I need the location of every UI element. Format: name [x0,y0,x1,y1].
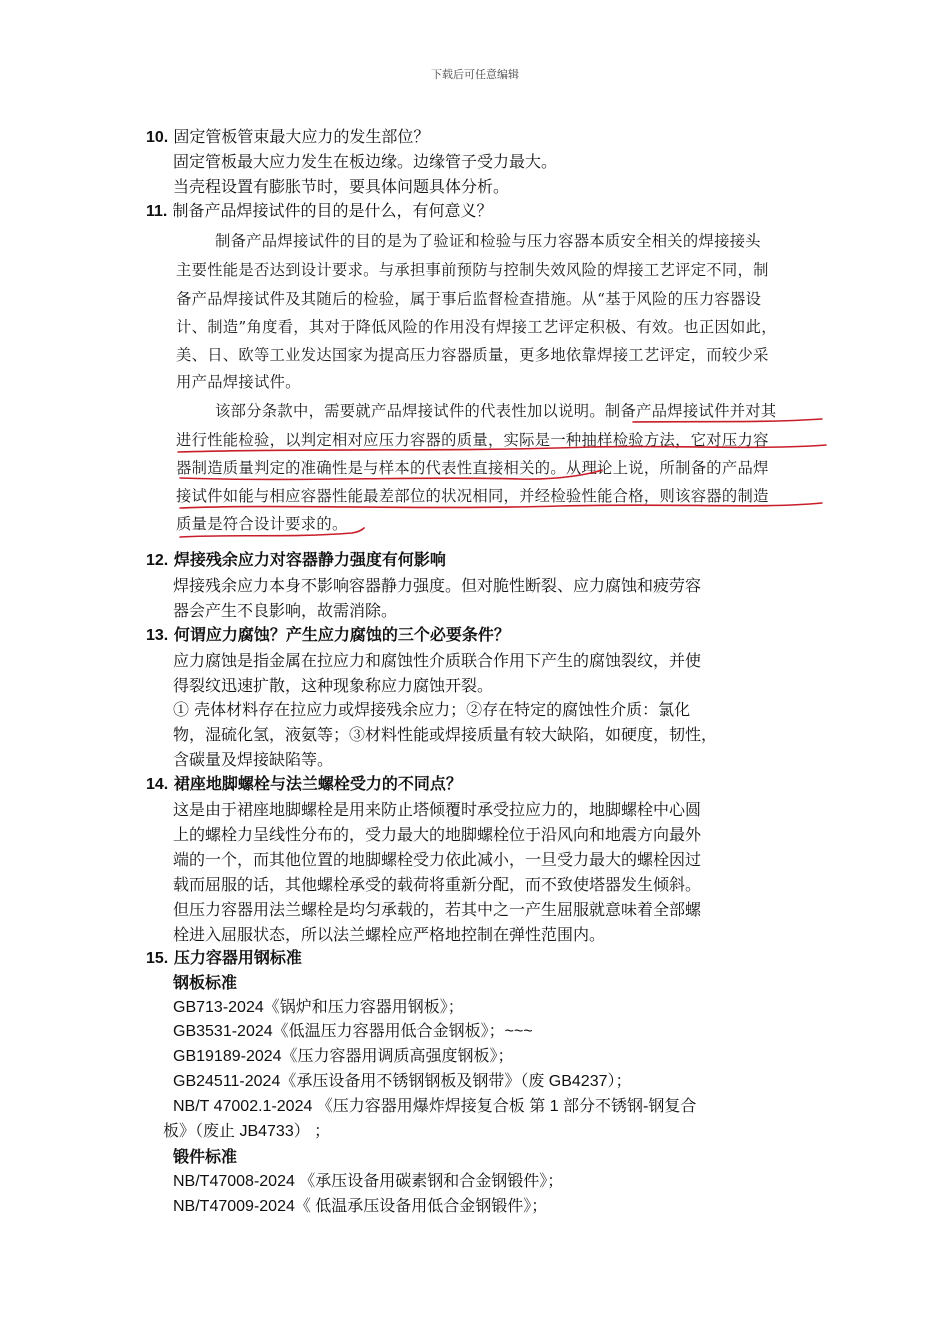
answer-line: 端的一个，而其他位置的地脚螺栓受力依此减小，一旦受力最大的螺栓因过 [173,850,702,869]
scan-line: 接试件如能与相应容器性能最差部位的状况相同，并经检验性能合格，则该容器的制造 [176,487,769,505]
standard-item: NB/T47009-2024《 低温承压设备用低合金钢锻件》； [173,1198,548,1215]
answer-line: 栓进入屈服状态，所以法兰螺栓应严格地控制在弹性范围内。 [173,925,606,944]
standard-item: 板》（废止 JB4733） ； [163,1123,331,1140]
scan-line: 用产品焊接试件。 [176,373,301,391]
question-10 [146,125,429,150]
question-number: 10. [146,129,169,146]
question-title: 固定管板管束最大应力的发生部位？ [173,127,430,146]
standard-item: GB24511-2024《承压设备用不锈钢钢板及钢带》（废 GB4237）； [173,1073,632,1090]
standard-item: NB/T 47002.1-2024 《压力容器用爆炸焊接复合板 第 1 部分不锈钢-钢复合 [173,1098,697,1115]
standard-item: GB19189-2024《压力容器用调质高强度钢板》； [173,1048,514,1065]
answer-line: 得裂纹迅速扩散，这种现象称应力腐蚀开裂。 [173,676,494,695]
answer-line: 物，湿硫化氢，液氨等；③材料性能或焊接质量有较大缺陷，如硬度，韧性， [173,725,718,744]
standard-item: NB/T47008-2024 《承压设备用碳素钢和合金钢锻件》； [173,1173,564,1190]
standard-item: GB3531-2024《低温压力容器用低合金钢板》；~~~ [173,1023,533,1040]
question-title: 制备产品焊接试件的目的是什么，有何意义？ [172,201,493,220]
question-14 [146,772,462,797]
answer-line: 焊接残余应力本身不影响容器静力强度。但对脆性断裂、应力腐蚀和疲劳容 [173,576,702,595]
question-number: 15. [146,950,169,967]
answer-line: 上的螺栓力呈线性分布的，受力最大的地脚螺栓位于沿风向和地震方向最外 [173,825,702,844]
answer-line: 载而屈服的话，其他螺栓承受的载荷将重新分配，而不致使塔器发生倾斜。 [173,875,702,894]
question-title: 焊接残余应力对容器静力强度有何影响 [173,550,446,569]
answer-line: ① 壳体材料存在拉应力或焊接残余应力；②存在特定的腐蚀性介质：氯化 [173,700,691,719]
question-number: 12. [146,552,169,569]
question-13 [146,623,510,648]
scan-line: 进行性能检验，以判定相对应压力容器的质量，实际是一种抽样检验方法，它对压力容 [176,431,769,449]
standard-item: GB713-2024《锅炉和压力容器用钢板》； [173,999,464,1016]
subheading-plate: 钢板标准 [173,973,238,992]
question-15 [146,946,302,971]
answer-line: 应力腐蚀是指金属在拉应力和腐蚀性介质联合作用下产生的腐蚀裂纹，并使 [173,651,702,670]
scan-line: 制备产品焊接试件的目的是为了验证和检验与压力容器本质安全相关的焊接接头 [215,232,761,250]
answer-line: 含碳量及焊接缺陷等。 [173,750,334,769]
question-number: 13. [146,627,169,644]
question-title: 何谓应力腐蚀？产生应力腐蚀的三个必要条件？ [173,625,510,644]
scan-line: 美、日、欧等工业发达国家为提高压力容器质量，更多地依靠焊接工艺评定，而较少采 [176,346,769,364]
answer-line: 固定管板最大应力发生在板边缘。边缘管子受力最大。 [173,152,558,171]
answer-line: 这是由于裙座地脚螺栓是用来防止塔倾覆时承受拉应力的，地脚螺栓中心圆 [173,800,702,819]
scan-line: 主要性能是否达到设计要求。与承担事前预防与控制失效风险的焊接工艺评定不同，制 [176,261,769,279]
question-12 [146,548,446,573]
page-header: 下载后可任意编辑 [431,68,519,81]
scan-line: 器制造质量判定的准确性是与样本的代表性直接相关的。从理论上说，所制备的产品焊 [176,459,769,477]
question-11 [146,199,492,224]
answer-line: 器会产生不良影响，故需消除。 [173,601,398,620]
question-number: 14. [146,776,169,793]
question-title: 压力容器用钢标准 [173,948,302,967]
answer-line: 当壳程设置有膨胀节时，要具体问题具体分析。 [173,177,510,196]
scan-line: 计、制造”角度看，其对于降低风险的作用没有焊接工艺评定积极、有效。也正因如此， [176,318,777,336]
subheading-forging: 锻件标准 [173,1147,238,1166]
question-title: 裙座地脚螺栓与法兰螺栓受力的不同点？ [173,774,462,793]
scan-line: 备产品焊接试件及其随后的检验，属于事后监督检查措施。从“基于风险的压力容器设 [176,290,762,308]
scan-line: 该部分条款中，需要就产品焊接试件的代表性加以说明。制备产品焊接试件并对其 [215,402,777,420]
answer-line: 但压力容器用法兰螺栓是均匀承载的，若其中之一产生屈服就意味着全部螺 [173,900,702,919]
scan-line: 质量是符合设计要求的。 [176,515,348,533]
question-number: 11. [146,203,168,220]
